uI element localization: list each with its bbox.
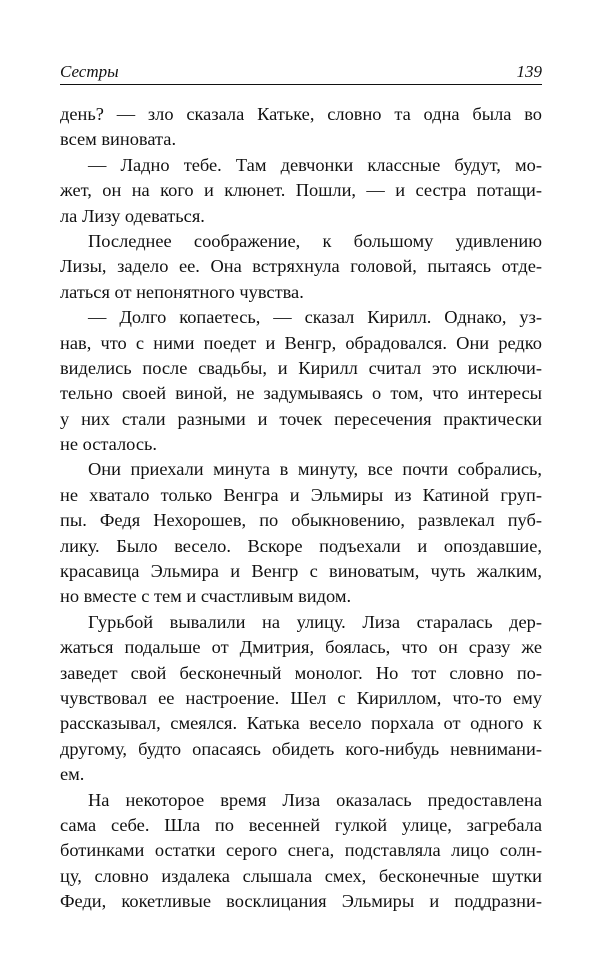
running-title: Сестры — [60, 62, 119, 81]
text-line: жаться подальше от Дмитрия, боялась, что он сразу же — [60, 637, 542, 658]
text-line: день? — зло сказала Катьке, словно та одна была во — [60, 104, 542, 124]
text-line: но вместе с тем и счастливым видом. — [60, 586, 352, 607]
text-line: Феди, кокетливые восклицания Эльмиры и поддразни- — [60, 891, 542, 912]
text-line: красавица Эльмира и Венгр с виноватым, чуть жалким, — [60, 561, 542, 582]
text-line: всем виновата. — [60, 129, 177, 150]
text-line: — Ладно тебе. Там девчонки классные будут, мо- — [88, 154, 542, 175]
text-line: у них стали разными и точек пересечения практически — [60, 408, 542, 429]
text-line: Гурьбой вывалили на улицу. Лиза старалась дер- — [88, 611, 542, 632]
text-line: Они приехали минута в минуту, все почти собрались, — [88, 459, 542, 480]
text-line: пы. Федя Нехорошев, по обыкновению, развлекал пуб- — [60, 510, 542, 531]
text-line: Лизы, задело ее. Она встряхнула головой, пытаясь отде- — [60, 256, 542, 277]
text-line: виделись после свадьбы, и Кирилл считал это исключи- — [60, 357, 542, 378]
text-line: ла Лизу одеваться. — [60, 205, 205, 226]
text-line: тельно своей виной, не задумываясь о том, что интересы — [60, 383, 542, 404]
text-line: ем. — [60, 764, 85, 785]
text-line: латься от непонятного чувства. — [60, 281, 304, 302]
text-line: сама себе. Шла по весенней гулкой улице, загребала — [60, 814, 542, 835]
text-line: заведет свой бесконечный монолог. Но тот словно по- — [60, 662, 542, 683]
header-rule — [60, 84, 542, 85]
text-line: Последнее соображение, к большому удивлению — [88, 230, 542, 251]
text-line: другому, будто опасаясь обидеть кого-нибудь невнимани- — [60, 738, 542, 759]
text-line: не осталось. — [60, 434, 157, 455]
text-line: ботинками остатки серого снега, подставляла лицо солн- — [60, 840, 542, 861]
text-line: На некоторое время Лиза оказалась предоставлена — [88, 789, 542, 810]
text-line: лику. Было весело. Вскоре подъехали и опоздавшие, — [60, 535, 542, 556]
text-line: чувствовал ее настроение. Шел с Кириллом, что-то ему — [60, 687, 542, 708]
page-number: 139 — [516, 62, 542, 81]
body-text — [60, 102, 542, 915]
text-line: цу, словно издалека слышала смех, бесконечные шутки — [60, 865, 542, 886]
text-line: нав, что с ними поедет и Венгр, обрадовался. Они редко — [60, 332, 542, 353]
text-line: — Долго копаетесь, — сказал Кирилл. Однако, уз- — [88, 307, 542, 328]
text-line: жет, он на кого и клюнет. Пошли, — и сестра потащи- — [60, 180, 542, 201]
text-line: рассказывал, смеялся. Катька весело порхала от одного к — [60, 713, 542, 734]
page-header — [60, 60, 542, 86]
text-line: не хватало только Венгра и Эльмиры из Катиной груп- — [60, 484, 542, 505]
